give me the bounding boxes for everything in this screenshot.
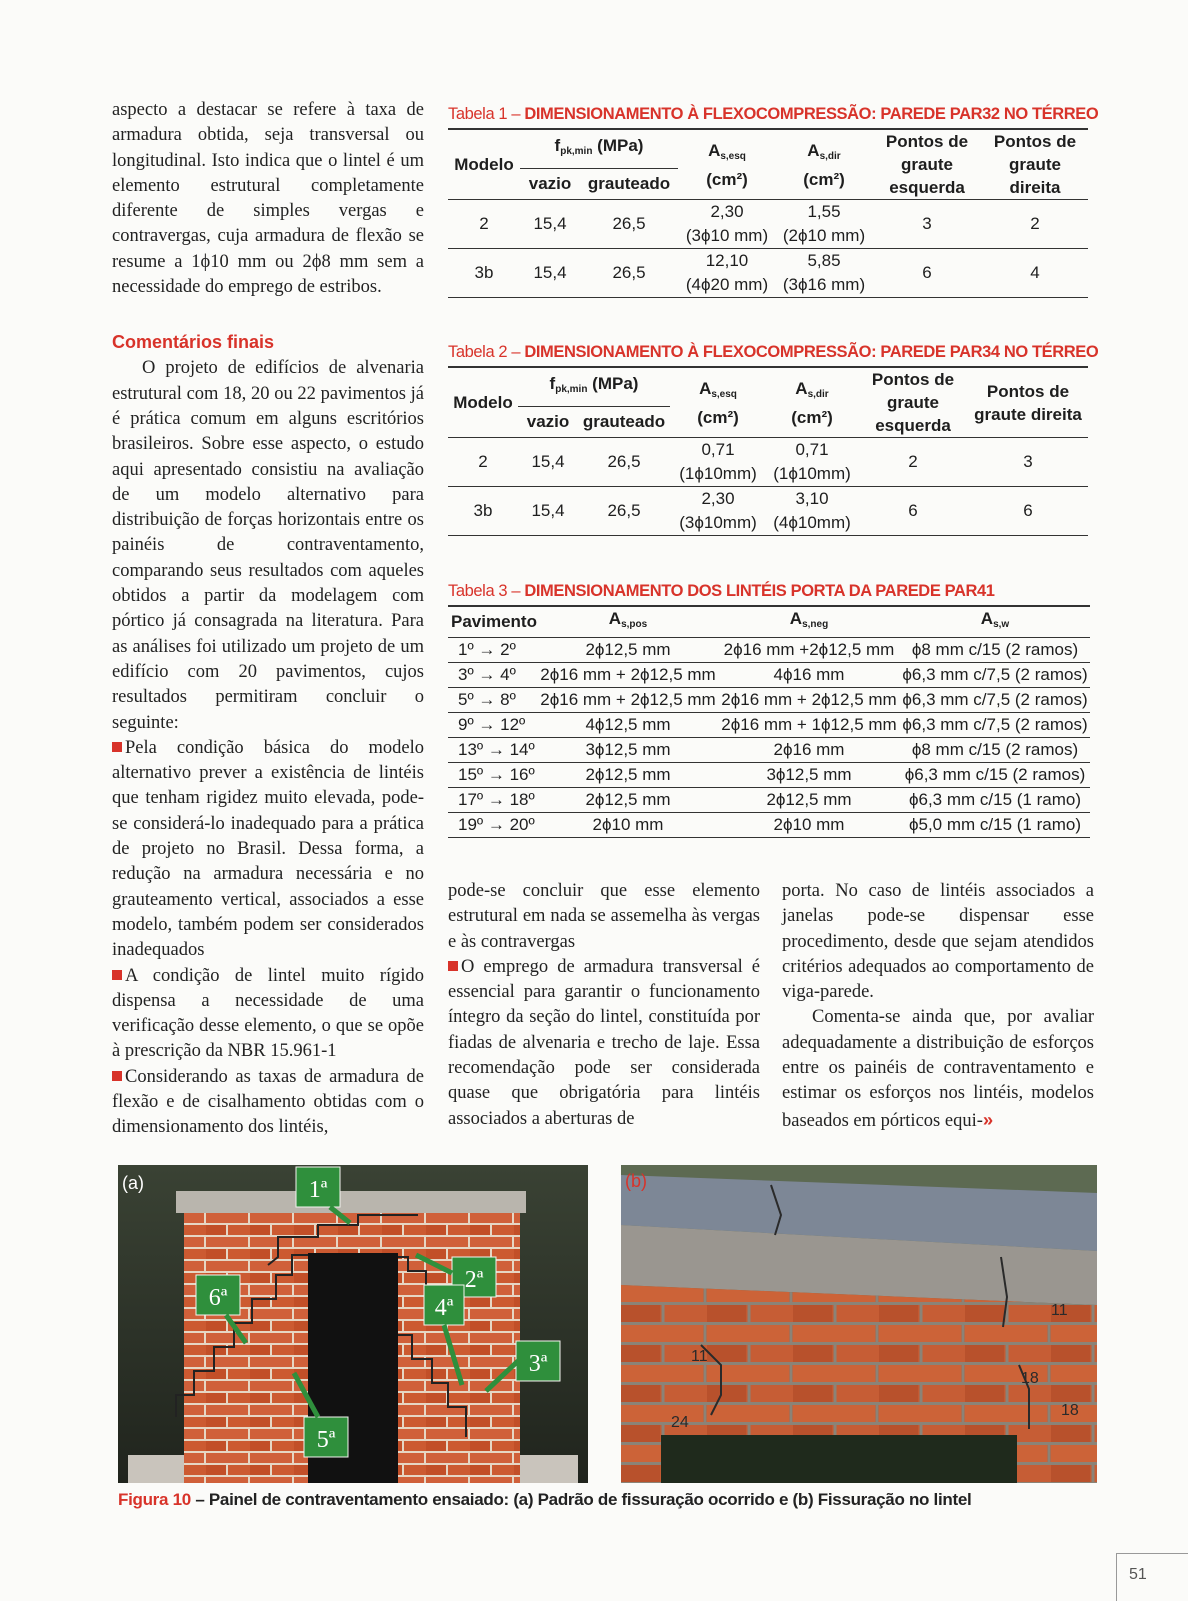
cell-vazio: 15,4 — [533, 214, 567, 233]
cell-pavimento: 1º → 2º — [448, 638, 538, 663]
cell-modelo: 2 — [478, 452, 488, 471]
crack-label-3: 3ª — [528, 1351, 548, 1377]
photo-panel-b — [621, 1165, 1097, 1483]
table-3-caption-prefix: Tabela 3 – — [448, 582, 525, 600]
middle-paragraph-1: pode-se concluir que esse elemento estrutural em nada se assemelha às vergas e às contravergas — [448, 881, 760, 952]
cell-as-pos: 4ϕ12,5 mm — [538, 713, 718, 738]
cell-as-esq: 0,71 (1ϕ10mm) — [679, 440, 757, 483]
cell-as-neg: 2ϕ12,5 mm — [718, 788, 900, 813]
panel-a-label: (a) — [122, 1173, 144, 1193]
cell-as-dir: 0,71 (1ϕ10mm) — [773, 440, 851, 483]
cell-as-esq: 12,10 (4ϕ20 mm) — [685, 251, 769, 294]
table-2 — [448, 366, 1088, 536]
right-column — [782, 879, 1094, 1134]
cell-as-pos: 2ϕ10 mm — [538, 813, 718, 838]
cell-graute-esq: 2 — [908, 452, 918, 471]
cell-grauteado: 26,5 — [612, 214, 646, 233]
right-paragraph-2-text: Comenta-se ainda que, por avaliar adequadamente a distribuição de esforços entre os painéis de contraventamento e estimar os esforços nos lintéis, modelos baseados em pórticos equi- — [782, 1007, 1094, 1131]
cell-as-w: ϕ6,3 mm c/7,5 (2 ramos) — [900, 688, 1090, 713]
right-paragraph-2 — [782, 1005, 1094, 1133]
cell-graute-esq: 3 — [922, 214, 932, 233]
table-1-caption — [448, 105, 1098, 124]
table-row — [448, 763, 1090, 788]
cell-as-pos: 2ϕ12,5 mm — [538, 788, 718, 813]
cell-graute-dir: 2 — [1030, 214, 1040, 233]
cell-as-w: ϕ5,0 mm c/15 (1 ramo) — [900, 813, 1090, 838]
cell-graute-dir: 6 — [1023, 501, 1033, 520]
header-fpk: $f_{pk,min}$ (MPa) — [520, 129, 678, 168]
cell-as-pos: 3ϕ12,5 mm — [538, 738, 718, 763]
svg-text:11: 11 — [1051, 1302, 1068, 1319]
table-3-body — [448, 638, 1090, 838]
table-1-caption-prefix: Tabela 1 – — [448, 105, 525, 123]
header-as-neg: $A_{s,neg}$ — [718, 606, 900, 638]
cell-pavimento: 3º → 4º — [448, 663, 538, 688]
crack-label-4: 4ª — [434, 1295, 454, 1321]
svg-text:18: 18 — [1061, 1402, 1079, 1419]
table-3-caption — [448, 582, 995, 601]
figure-caption-label: Figura 10 — [118, 1490, 191, 1509]
cell-vazio: 15,4 — [531, 452, 565, 471]
cell-as-esq: 2,30 (3ϕ10mm) — [679, 489, 757, 532]
cell-as-neg: 2ϕ16 mm — [718, 738, 900, 763]
cell-graute-esq: 6 — [908, 501, 918, 520]
header-pavimento: Pavimento — [448, 606, 538, 638]
table-row — [448, 663, 1090, 688]
bullet-2-text: A condição de lintel muito rígido dispensa a necessidade de uma verificação desse elemento, o que se opõe à prescrição da NBR 15.961-1 — [112, 965, 424, 1062]
table-1-caption-text: DIMENSIONAMENTO À FLEXOCOMPRESSÃO: PAREDE PAR32 NO TÉRREO — [524, 105, 1099, 123]
cell-pavimento: 5º → 8º — [448, 688, 538, 713]
middle-bullet — [448, 955, 760, 1132]
crack-label-2: 2ª — [464, 1267, 484, 1293]
table-3-caption-text: DIMENSIONAMENTO DOS LINTÉIS PORTA DA PAREDE PAR41 — [524, 582, 995, 600]
table-3 — [448, 605, 1090, 838]
cell-as-pos: 2ϕ12,5 mm — [538, 638, 718, 663]
crack-label-5: 5ª — [316, 1427, 336, 1453]
crack-label-6: 6ª — [208, 1285, 228, 1311]
header-as-esq: $A_{s,esq}$ (cm²) — [706, 140, 748, 189]
cell-as-w: ϕ6,3 mm c/15 (1 ramo) — [900, 788, 1090, 813]
cell-graute-dir: 4 — [1030, 263, 1040, 282]
header-vazio: vazio — [528, 174, 572, 194]
header-as-w: $A_{s,w}$ — [900, 606, 1090, 638]
header-vazio: vazio — [526, 412, 570, 432]
bullet-2 — [112, 964, 424, 1065]
continue-mark-icon: » — [982, 1108, 994, 1130]
svg-text:18: 18 — [1021, 1370, 1039, 1387]
cell-modelo: 2 — [479, 214, 489, 233]
cell-grauteado: 26,5 — [607, 452, 641, 471]
cell-as-pos: 2ϕ16 mm + 2ϕ12,5 mm — [538, 688, 718, 713]
cell-graute-esq: 6 — [922, 263, 932, 282]
cell-modelo: 3b — [474, 263, 494, 282]
cell-as-dir: 1,55 (2ϕ10 mm) — [782, 202, 866, 245]
table-row — [448, 713, 1090, 738]
table-row — [448, 249, 1088, 298]
cell-as-neg: 4ϕ16 mm — [718, 663, 900, 688]
header-grauteado: grauteado — [587, 174, 671, 194]
table-2-caption-text: DIMENSIONAMENTO À FLEXOCOMPRESSÃO: PAREDE PAR34 NO TÉRREO — [524, 343, 1099, 361]
cell-pavimento: 17º → 18º — [448, 788, 538, 813]
bullet-1-text: Pela condição básica do modelo alternativo prever a existência de lintéis que tenham rigidez muito elevada, pode-se considerá-lo inadequado para a prática de projeto no Brasil. Dessa forma, a redução na armadura necessária e no grauteamento vertical, associados a esse modelo, também podem ser considerados inadequados — [112, 737, 424, 961]
cell-as-w: ϕ6,3 mm c/15 (2 ramos) — [900, 763, 1090, 788]
header-graute-esq: Pontos de graute esquerda — [871, 370, 955, 435]
table-row — [448, 788, 1090, 813]
cell-vazio: 15,4 — [531, 501, 565, 520]
table-row — [448, 438, 1088, 487]
figure-caption — [118, 1490, 971, 1510]
cell-modelo: 3b — [473, 501, 493, 520]
cell-as-w: ϕ6,3 mm c/7,5 (2 ramos) — [900, 663, 1090, 688]
panel-b-label: (b) — [625, 1171, 647, 1191]
cell-as-w: ϕ8 mm c/15 (2 ramos) — [900, 738, 1090, 763]
cell-as-dir: 5,85 (3ϕ16 mm) — [782, 251, 866, 294]
table-row — [448, 638, 1090, 663]
header-as-dir: $A_{s,dir}$ (cm²) — [791, 378, 833, 427]
bullet-1 — [112, 736, 424, 964]
cell-as-neg: 2ϕ10 mm — [718, 813, 900, 838]
table-row — [448, 487, 1088, 536]
header-as-esq: $A_{s,esq}$ (cm²) — [697, 378, 739, 427]
cell-pavimento: 13º → 14º — [448, 738, 538, 763]
table-2-caption-prefix: Tabela 2 – — [448, 343, 525, 361]
table-row — [448, 813, 1090, 838]
table-row — [448, 200, 1088, 249]
header-graute-dir: Pontos de graute direita — [974, 381, 1082, 424]
middle-column — [448, 879, 760, 1132]
header-modelo: Modelo — [454, 155, 514, 174]
lintel-crack-illustration — [621, 1165, 1097, 1483]
cell-as-w: ϕ8 mm c/15 (2 ramos) — [900, 638, 1090, 663]
left-column — [112, 98, 424, 1141]
page-number: 51 — [1116, 1553, 1188, 1601]
cell-as-pos: 2ϕ16 mm + 2ϕ12,5 mm — [538, 663, 718, 688]
cell-as-neg: 3ϕ12,5 mm — [718, 763, 900, 788]
bullet-3 — [112, 1065, 424, 1141]
header-as-pos: $A_{s,pos}$ — [538, 606, 718, 638]
cell-as-dir: 3,10 (4ϕ10mm) — [773, 489, 851, 532]
crack-label-1: 1ª — [308, 1177, 328, 1203]
svg-text:24: 24 — [671, 1414, 689, 1431]
header-grauteado: grauteado — [582, 412, 666, 432]
header-graute-dir: Pontos de graute direita — [993, 132, 1077, 197]
header-modelo: Modelo — [453, 393, 513, 412]
cell-as-esq: 2,30 (3ϕ10 mm) — [685, 202, 769, 245]
cell-grauteado: 26,5 — [612, 263, 646, 282]
bullet-3-text: Considerando as taxas de armadura de flexão e de cisalhamento obtidas com o dimensionamento dos lintéis, — [112, 1066, 424, 1138]
cell-pavimento: 9º → 12º — [448, 713, 538, 738]
cell-as-pos: 2ϕ12,5 mm — [538, 763, 718, 788]
cell-graute-dir: 3 — [1023, 452, 1033, 471]
table-2-caption — [448, 343, 1098, 362]
left-paragraph-1: aspecto a destacar se refere à taxa de armadura obtida, seja transversal ou longitudinal. Isto indica que o lintel é um elemento estrutural completamente diferente de simples vergas e contravergas, cuja armadura de flexão se resume a 1ϕ10 mm ou 2ϕ8 mm sem a necessidade do emprego de estribos. — [112, 100, 424, 298]
table-1 — [448, 128, 1088, 298]
right-paragraph-1: porta. No caso de lintéis associados a janelas pode-se dispensar esse procedimento, desde que sejam atendidos critérios adequados ao comportamento de viga-parede. — [782, 881, 1094, 1003]
header-as-dir: $A_{s,dir}$ (cm²) — [803, 140, 845, 189]
brick-wall-illustration — [118, 1165, 588, 1483]
cell-pavimento: 19º → 20º — [448, 813, 538, 838]
cell-vazio: 15,4 — [533, 263, 567, 282]
table-row — [448, 688, 1090, 713]
left-paragraph-2: O projeto de edifícios de alvenaria estrutural com 18, 20 ou 22 pavimentos já é prática comum em alguns escritórios brasileiros. Sobre esse aspecto, o estudo aqui apresentado consistiu na avaliação de um modelo alternativo para distribuição de forças horizontais entre os painéis de contraventamento, comparando seus resultados com aqueles obtidos a partir da modelagem com pórtico já consagrada na literatura. Para as análises foi utilizado um projeto de um edifício com 20 pavimentos, cujos resultados permitiram concluir o seguinte: — [112, 358, 424, 733]
table-row — [448, 738, 1090, 763]
figure-caption-text: – Painel de contraventamento ensaiado: (a) Padrão de fissuração ocorrido e (b) Fissuração no lintel — [190, 1490, 972, 1509]
cell-grauteado: 26,5 — [607, 501, 641, 520]
cell-as-neg: 2ϕ16 mm +2ϕ12,5 mm — [718, 638, 900, 663]
cell-as-neg: 2ϕ16 mm + 2ϕ12,5 mm — [718, 688, 900, 713]
svg-text:11: 11 — [691, 1348, 708, 1365]
section-heading: Comentários finais — [112, 332, 275, 353]
header-fpk: $f_{pk,min}$ (MPa) — [518, 367, 670, 406]
cell-as-w: ϕ6,3 mm c/7,5 (2 ramos) — [900, 713, 1090, 738]
photo-panel-a — [118, 1165, 588, 1483]
cell-pavimento: 15º → 16º — [448, 763, 538, 788]
header-graute-esq: Pontos de graute esquerda — [885, 132, 969, 197]
cell-as-neg: 2ϕ16 mm + 1ϕ12,5 mm — [718, 713, 900, 738]
middle-bullet-text: O emprego de armadura transversal é essencial para garantir o funcionamento íntegro da seção do lintel, constituída por fiadas de alvenaria e trecho de laje. Essa recomendação pode ser considerada quase que obrigatória para lintéis associados a aberturas de — [448, 956, 760, 1129]
